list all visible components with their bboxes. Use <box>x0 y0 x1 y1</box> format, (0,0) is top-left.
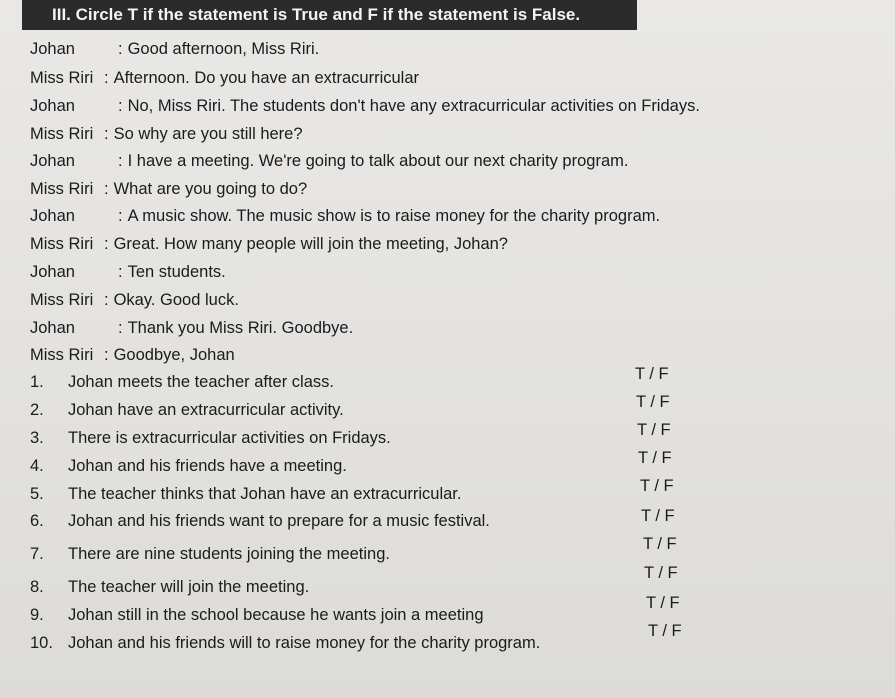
question-number: 2. <box>30 401 44 419</box>
question-item <box>30 485 461 504</box>
question-text: There is extracurricular activities on Fridays. <box>68 429 391 447</box>
question-text: There are nine students joining the meeting. <box>68 545 390 563</box>
true-false-choice[interactable]: T / F <box>640 477 674 495</box>
speaker-separator: : <box>104 235 109 253</box>
dialog-line <box>30 235 508 254</box>
speaker-separator: : <box>118 263 123 281</box>
true-false-choice[interactable]: T / F <box>635 365 669 383</box>
speaker-separator: : <box>118 40 123 58</box>
question-item <box>30 606 484 625</box>
speaker-name: Johan <box>30 263 75 281</box>
dialog-text: Good afternoon, Miss Riri. <box>127 40 320 58</box>
speaker-separator: : <box>104 346 109 364</box>
speaker-separator: : <box>104 125 109 143</box>
question-text: Johan and his friends will to raise money for the charity program. <box>68 634 541 652</box>
speaker-name: Johan <box>30 319 75 337</box>
question-text: The teacher thinks that Johan have an extracurricular. <box>68 485 462 503</box>
dialog-text: What are you going to do? <box>113 180 308 198</box>
speaker-name: Miss Riri <box>30 235 94 253</box>
question-item <box>30 512 490 531</box>
question-item <box>30 401 344 420</box>
question-number: 1. <box>30 373 44 391</box>
dialog-text: Ten students. <box>127 263 226 281</box>
speaker-name: Miss Riri <box>30 69 94 87</box>
dialog-line <box>30 152 628 171</box>
dialog-line <box>30 207 660 226</box>
question-number: 9. <box>30 606 44 624</box>
speaker-separator: : <box>104 291 109 309</box>
true-false-choice[interactable]: T / F <box>646 594 680 612</box>
question-item <box>30 457 347 476</box>
true-false-choice[interactable]: T / F <box>648 622 682 640</box>
dialog-text: I have a meeting. We're going to talk about our next charity program. <box>127 152 629 170</box>
instruction-banner <box>22 0 637 30</box>
question-item <box>30 373 334 392</box>
true-false-choice[interactable]: T / F <box>636 393 670 411</box>
question-number: 7. <box>30 545 44 563</box>
question-number: 6. <box>30 512 44 530</box>
question-number: 3. <box>30 429 44 447</box>
speaker-separator: : <box>104 180 109 198</box>
question-text: Johan and his friends have a meeting. <box>68 457 347 475</box>
question-text: The teacher will join the meeting. <box>68 578 310 596</box>
speaker-name: Miss Riri <box>30 180 94 198</box>
question-text: Johan meets the teacher after class. <box>68 373 334 391</box>
question-text: Johan have an extracurricular activity. <box>68 401 344 419</box>
dialog-line <box>30 180 307 199</box>
dialog-text: Thank you Miss Riri. Goodbye. <box>127 319 354 337</box>
dialog-text: A music show. The music show is to raise money for the charity program. <box>127 207 661 225</box>
speaker-name: Johan <box>30 97 75 115</box>
question-number: 4. <box>30 457 44 475</box>
dialog-text: Great. How many people will join the meeting, Johan? <box>113 235 508 253</box>
true-false-choice[interactable]: T / F <box>641 507 675 525</box>
question-number: 10. <box>30 634 53 652</box>
dialog-line <box>30 69 419 88</box>
speaker-separator: : <box>118 207 123 225</box>
question-item <box>30 634 540 653</box>
question-number: 5. <box>30 485 44 503</box>
dialog-text: Okay. Good luck. <box>113 291 239 309</box>
question-text: Johan still in the school because he wants join a meeting <box>68 606 484 624</box>
dialog-text: No, Miss Riri. The students don't have any extracurricular activities on Fridays. <box>127 97 700 115</box>
speaker-name: Miss Riri <box>30 291 94 309</box>
speaker-separator: : <box>118 319 123 337</box>
question-item <box>30 578 309 597</box>
dialog-text: So why are you still here? <box>113 125 303 143</box>
speaker-name: Miss Riri <box>30 346 94 364</box>
question-number: 8. <box>30 578 44 596</box>
speaker-separator: : <box>118 97 123 115</box>
question-item <box>30 429 391 448</box>
speaker-separator: : <box>118 152 123 170</box>
dialog-line <box>30 291 239 310</box>
dialog-line <box>30 97 700 116</box>
speaker-name: Johan <box>30 207 75 225</box>
dialog-line <box>30 319 353 338</box>
instruction-text: III. Circle T if the statement is True and F if the statement is False. <box>52 5 581 24</box>
question-item <box>30 545 390 564</box>
speaker-name: Johan <box>30 40 75 58</box>
dialog-text: Goodbye, Johan <box>113 346 235 364</box>
dialog-line <box>30 125 303 144</box>
speaker-name: Miss Riri <box>30 125 94 143</box>
dialog-line <box>30 346 235 365</box>
question-text: Johan and his friends want to prepare for a music festival. <box>68 512 490 530</box>
true-false-choice[interactable]: T / F <box>637 421 671 439</box>
dialog-line <box>30 40 319 59</box>
true-false-choice[interactable]: T / F <box>644 564 678 582</box>
speaker-separator: : <box>104 69 109 87</box>
speaker-name: Johan <box>30 152 75 170</box>
dialog-text: Afternoon. Do you have an extracurricular <box>113 69 420 87</box>
true-false-choice[interactable]: T / F <box>643 535 677 553</box>
dialog-line <box>30 263 226 282</box>
true-false-choice[interactable]: T / F <box>638 449 672 467</box>
